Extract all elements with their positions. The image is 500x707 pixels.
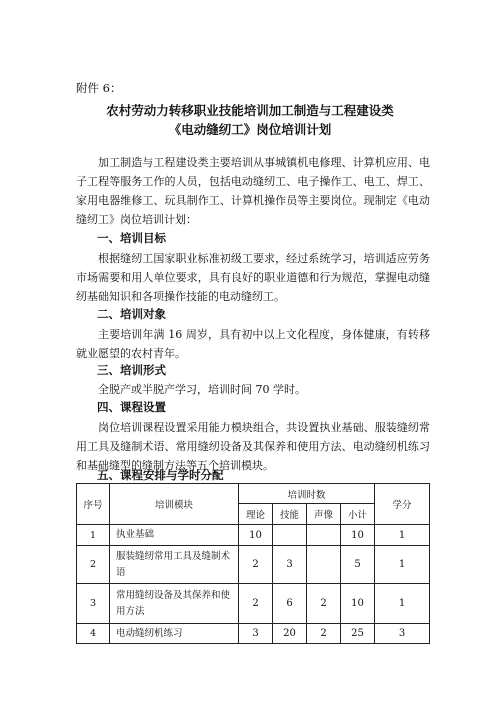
cell-credit: 1: [375, 584, 430, 624]
section-body-courses: 岗位培训课程设置采用能力模块组合，共设置执业基础、服装缝纫常用工具及缝制术语、常用缝纫设备及其保养和使用方法、电动缝纫机练习和基础缝型的缝制方法等五个培训模块。: [76, 421, 430, 472]
table-row: [77, 624, 430, 644]
header-voice: 声像: [307, 504, 341, 525]
cell-seq: 4: [77, 624, 110, 644]
header-module: 培训模块: [110, 484, 239, 525]
section-body-form: 全脱产或半脱产学习，培训时间 70 学时。: [98, 383, 306, 396]
header-skill: 技能: [273, 504, 307, 525]
cell-subtotal: 10: [341, 525, 375, 546]
cell-skill: 6: [273, 584, 307, 624]
header-theory: 理论: [239, 504, 273, 525]
cell-voice: 2: [307, 624, 341, 644]
cell-subtotal: 25: [341, 624, 375, 644]
cell-subtotal: 5: [341, 546, 375, 584]
cell-subtotal: 10: [341, 584, 375, 624]
table-row: [77, 584, 430, 624]
cell-seq: 3: [77, 584, 110, 624]
section-body-target: 主要培训年满 16 周岁，具有初中以上文化程度，身体健康，有转移就业愿望的农村青年。: [76, 328, 430, 360]
cell-credit: 3: [375, 624, 430, 644]
cell-seq: 2: [77, 546, 110, 584]
table-row: [77, 525, 430, 546]
section-heading-goal: 一、培训目标: [97, 231, 166, 245]
section-heading-schedule: 五、课程安排与学时分配: [97, 468, 224, 482]
cell-theory: 3: [239, 624, 273, 644]
header-subtotal: 小计: [341, 504, 375, 525]
cell-module: 电动缝纫机练习: [110, 624, 239, 644]
cell-voice: [307, 546, 341, 584]
section-heading-form: 三、培训形式: [97, 363, 166, 377]
section-heading-target: 二、培训对象: [97, 307, 166, 321]
cell-theory: 2: [239, 584, 273, 624]
header-credit: 学分: [375, 484, 430, 525]
header-seq: 序号: [77, 484, 110, 525]
cell-voice: [307, 525, 341, 546]
cell-skill: 3: [273, 546, 307, 584]
schedule-table: [76, 483, 430, 644]
document-title-line2: 《电动缝纫工》岗位培训计划: [168, 122, 332, 137]
intro-paragraph: 加工制造与工程建设类主要培训从事城镇机电修理、计算机应用、电子工程等服务工作的人员，包括电动缝纫工、电子操作工、电工、焊工、家用电器维修工、玩具制作工、计算机操作员等主要岗位。现制定《电动缝纫工》岗位培训计划：: [76, 156, 430, 226]
cell-skill: [273, 525, 307, 546]
cell-theory: 10: [239, 525, 273, 546]
section-body-goal: 根据缝纫工国家职业标准初级工要求，经过系统学习，培训适应劳务市场需要和用人单位要求，具有良好的职业道德和行为规范，掌握电动缝纫基础知识和各项操作技能的电动缝纫工。: [76, 252, 430, 303]
document-title-line1: 农村劳动力转移职业技能培训加工制造与工程建设类: [106, 103, 394, 118]
cell-voice: 2: [307, 584, 341, 624]
attachment-label: 附件 6：: [76, 81, 122, 95]
header-hours: 培训时数: [239, 484, 375, 504]
cell-theory: 2: [239, 546, 273, 584]
cell-credit: 1: [375, 525, 430, 546]
cell-credit: 1: [375, 546, 430, 584]
table-row: [77, 546, 430, 584]
cell-seq: 1: [77, 525, 110, 546]
cell-module: 服装缝纫常用工具及缝制术语: [110, 546, 239, 584]
cell-skill: 20: [273, 624, 307, 644]
cell-module: 执业基础: [110, 525, 239, 546]
section-heading-courses: 四、课程设置: [97, 400, 166, 414]
cell-module: 常用缝纫设备及其保养和使用方法: [110, 584, 239, 624]
